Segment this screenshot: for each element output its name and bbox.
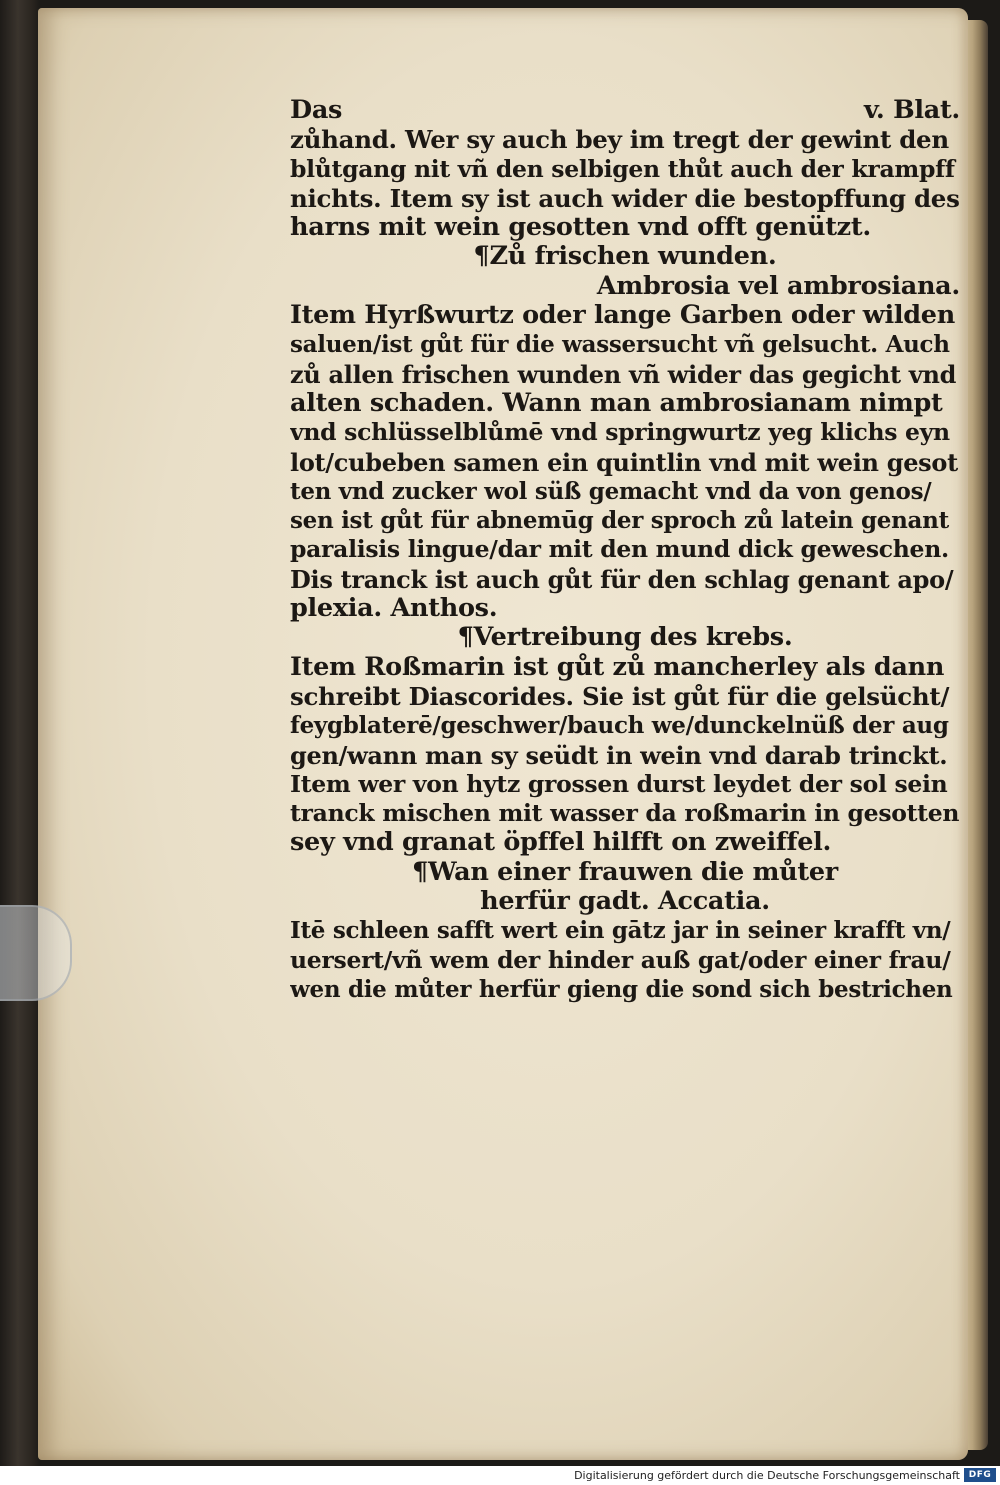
text-line: saluen/ist gůt für die wassersucht vñ gelsucht. Auch [290,331,950,359]
page-text [290,96,960,1004]
text-line: Item wer von hytz grossen durst leydet der sol sein [290,769,948,798]
page-clip [0,905,72,1001]
text-line: alten schaden. Wann man ambrosianam nimpt [290,388,943,418]
section-heading: ¶Wan einer frauwen die můter [412,857,838,887]
text-line: plexia. Anthos. [290,594,498,624]
section-heading-cont: herfür gadt. Accatia. [480,887,770,917]
text-line: uersert/vñ wem der hinder auß gat/oder einer frau/ [290,945,951,974]
header-right: v. Blat. [863,96,960,125]
text-line: vnd schlüsselblůmē vnd springwurtz yeg klichs eyn [290,418,950,447]
text-line: gen/wann man sy seüdt in wein vnd darab trinckt. [290,740,948,770]
footer-credit: Digitalisierung gefördert durch die Deutsche Forschungsgemeinschaft [574,1469,960,1482]
section-heading: ¶Zů frischen wunden. [473,242,777,272]
running-header [290,96,960,125]
text-line: zůhand. Wer sy auch bey im tregt der gewint den [290,125,949,155]
footer-bar [0,1466,1000,1485]
text-line: wen die můter herfür gieng die sond sich bestrichen [290,975,953,1003]
plant-name: Ambrosia vel ambrosiana. [596,271,960,301]
text-line: feygblaterē/geschwer/bauch we/dunckelnüß der aug [290,712,949,740]
text-line: Item Hyrßwurtz oder lange Garben oder wilden [290,301,955,331]
header-left: Das [290,96,343,125]
section-heading: ¶Vertreibung des krebs. [457,623,793,653]
text-line: nichts. Item sy ist auch wider die bestopffung des [290,183,960,213]
text-line: ten vnd zucker wol süß gemacht vnd da von genos/ [290,477,932,505]
text-line: harns mit wein gesotten vnd offt genützt. [290,213,871,243]
text-line: Dis tranck ist auch gůt für den schlag genant apo/ [290,564,954,594]
text-line: blůtgang nit vñ den selbigen thůt auch der krampff [290,154,955,183]
text-line: sen ist gůt für abnemūg der sproch zů latein genant [290,507,949,535]
text-line: Itē schleen safft wert ein gātz jar in seiner krafft vn/ [290,917,951,945]
dfg-logo-icon: DFG [964,1468,996,1482]
text-line: lot/cubeben samen ein quintlin vnd mit wein gesot [290,447,958,477]
text-line: zů allen frischen wunden vñ wider das gegicht vnd [290,359,957,389]
text-line: sey vnd granat öpffel hilfft on zweiffel. [290,828,832,858]
text-line: Item Roßmarin ist gůt zů mancherley als dann [290,652,945,682]
text-line: tranck mischen mit wasser da roßmarin in gesotten [290,799,960,828]
text-line: paralisis lingue/dar mit den mund dick geweschen. [290,535,949,564]
text-line: schreibt Diascorides. Sie ist gůt für die gelsücht/ [290,681,950,711]
